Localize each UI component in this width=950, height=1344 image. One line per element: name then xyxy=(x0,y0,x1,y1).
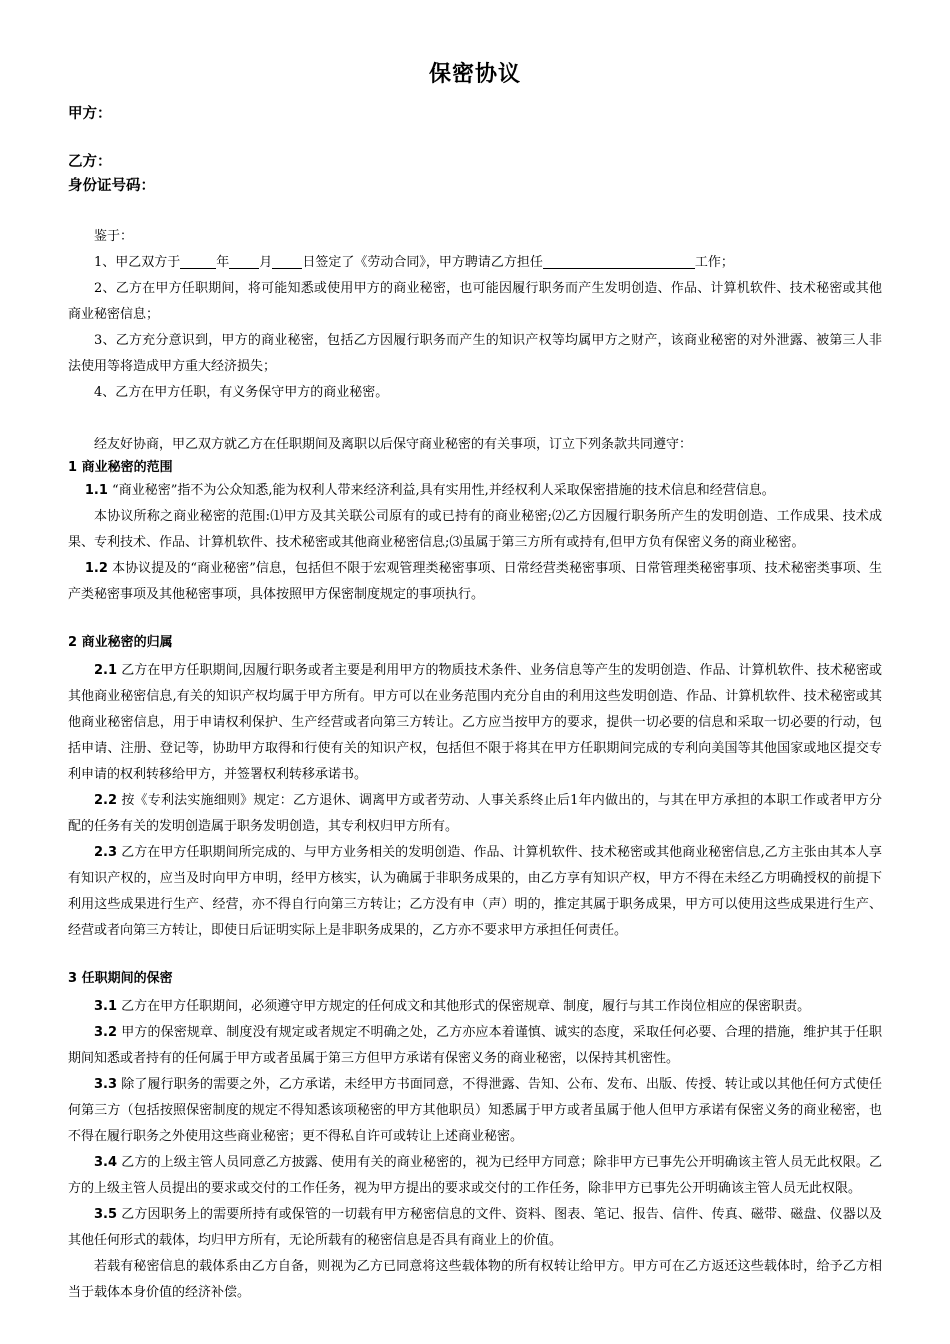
position-blank xyxy=(543,252,695,269)
clause-3-5-number: 3.5 xyxy=(94,1207,118,1222)
section-1-heading: 1 商业秘密的范围 xyxy=(68,460,173,475)
clause-1-2-number: 1.2 xyxy=(84,561,108,576)
clause-3-4-number: 3.4 xyxy=(94,1155,118,1170)
whereas-heading: 鉴于： xyxy=(94,229,134,244)
whereas-item-3: 3、乙方充分意识到，甲方的商业秘密，包括乙方因履行职务而产生的知识产权等均属甲方之财产，该商业秘密的对外泄露、被第三人非法使用等将造成甲方重大经济损失； xyxy=(68,333,882,374)
intro-paragraph: 经友好协商，甲乙双方就乙方在任职期间及离职以后保守商业秘密的有关事项，订立下列条款共同遵守： xyxy=(94,437,693,452)
clause-3-3: 3.3 除了履行职务的需要之外，乙方承诺，未经甲方书面同意，不得泄露、告知、公布、发布、出版、传授、转让或以其他任何方式使任何第三方（包括按照保密制度的规定不得知悉该项秘密的甲方其他职员）知悉属于甲方或者虽属于他人但甲方承诺有保密义务的商业秘密，也不得在履行职务之外使用这些商业秘密；更不得私自许可或转让上述商业秘密。 xyxy=(68,1077,882,1144)
clause-1-1-scope: 本协议所称之商业秘密的范围:⑴甲方及其关联公司原有的或已持有的商业秘密;⑵乙方因履行职务所产生的发明创造、工作成果、技术成果、专利技术、作品、计算机软件、技术秘密或其他商业秘密信息;⑶虽属于第三方所有或持有,但甲方负有保密义务的商业秘密。 xyxy=(68,509,882,550)
clause-2-1: 2.1 乙方在甲方任职期间,因履行职务或者主要是利用甲方的物质技术条件、业务信息等产生的发明创造、作品、计算机软件、技术秘密或其他商业秘密信息,有关的知识产权均属于甲方所有。甲方可以在业务范围内充分自由的利用这些发明创造、作品、计算机软件、技术秘密或其他商业秘密信息，用于申请权利保护、生产经营或者向第三方转让。乙方应当按甲方的要求，提供一切必要的信息和采取一切必要的行动，包括申请、注册、登记等，协助甲方取得和行使有关的知识产权，包括但不限于将其在甲方任职期间完成的专利向美国等其他国家或地区提交专利申请的权利转移给甲方，并签署权利转移承诺书。 xyxy=(68,663,882,782)
section-3-heading: 3 任职期间的保密 xyxy=(68,971,173,986)
month-blank xyxy=(229,252,259,269)
document-body xyxy=(68,224,882,1306)
whereas-item-4: 4、乙方在甲方任职，有义务保守甲方的商业秘密。 xyxy=(94,385,389,400)
clause-3-1: 3.1 乙方在甲方任职期间，必须遵守甲方规定的任何成文和其他形式的保密规章、制度，履行与其工作岗位相应的保密职责。 xyxy=(94,999,811,1014)
clause-2-2: 2.2 按《专利法实施细则》规定：乙方退休、调离甲方或者劳动、人事关系终止后1年内做出的，与其在甲方承担的本职工作或者甲方分配的任务有关的发明创造属于职务发明创造，其专利权归甲方所有。 xyxy=(68,793,882,834)
clause-2-1-number: 2.1 xyxy=(94,663,118,678)
clause-3-2-number: 3.2 xyxy=(94,1025,118,1040)
clause-2-2-number: 2.2 xyxy=(94,793,118,808)
whereas-item-2: 2、乙方在甲方任职期间，将可能知悉或使用甲方的商业秘密，也可能因履行职务而产生发明创造、作品、计算机软件、技术秘密或其他商业秘密信息； xyxy=(68,281,882,322)
clause-3-5-carrier: 若载有秘密信息的载体系由乙方自备，则视为乙方已同意将这些载体物的所有权转让给甲方。甲方可在乙方返还这些载体时，给予乙方相当于载体本身价值的经济补偿。 xyxy=(68,1259,882,1300)
clause-2-3-number: 2.3 xyxy=(94,845,118,860)
clause-1-1-number: 1.1 xyxy=(84,483,108,498)
id-number-label: 身份证号码： xyxy=(68,178,155,194)
clause-3-1-number: 3.1 xyxy=(94,999,118,1014)
year-blank xyxy=(180,252,216,269)
day-blank xyxy=(272,252,302,269)
document-title: 保密协议 xyxy=(428,62,521,87)
clause-1-2: 1.2 本协议提及的“商业秘密”信息，包括但不限于宏观管理类秘密事项、日常经营类秘密事项、日常管理类秘密事项、技术秘密类事项、生产类秘密事项及其他秘密事项，具体按照甲方保密制度规定的事项执行。 xyxy=(68,561,882,602)
clause-3-5: 3.5 乙方因职务上的需要所持有或保管的一切载有甲方秘密信息的文件、资料、图表、笔记、报告、信件、传真、磁带、磁盘、仪器以及其他任何形式的载体，均归甲方所有，无论所载有的秘密信息是否具有商业上的价值。 xyxy=(68,1207,882,1248)
clause-3-2: 3.2 甲方的保密规章、制度没有规定或者规定不明确之处，乙方亦应本着谨慎、诚实的态度，采取任何必要、合理的措施，维护其于任职期间知悉或者持有的任何属于甲方或者虽属于第三方但甲方承诺有保密义务的商业秘密，以保持其机密性。 xyxy=(68,1025,882,1066)
party-a-label: 甲方： xyxy=(68,106,112,122)
clause-1-1: 1.1 “商业秘密”指不为公众知悉,能为权利人带来经济利益,具有实用性,并经权利人采取保密措施的技术信息和经营信息。 xyxy=(84,483,775,498)
clause-3-3-number: 3.3 xyxy=(94,1077,118,1092)
section-2-heading: 2 商业秘密的归属 xyxy=(68,635,173,650)
party-b-label: 乙方： xyxy=(68,154,112,170)
clause-2-3: 2.3 乙方在甲方任职期间所完成的、与甲方业务相关的发明创造、作品、计算机软件、技术秘密或其他商业秘密信息,乙方主张由其本人享有知识产权的，应当及时向甲方申明，经甲方核实，认为确属于非职务成果的，由乙方享有知识产权，甲方不得在未经乙方明确授权的前提下利用这些成果进行生产、经营，亦不得自行向第三方转让；乙方没有申（声）明的，推定其属于职务成果，甲方可以使用这些成果进行生产、经营或者向第三方转让，即使日后证明实际上是非职务成果的，乙方亦不要求甲方承担任何责任。 xyxy=(68,845,882,938)
clause-3-4: 3.4 乙方的上级主管人员同意乙方披露、使用有关的商业秘密的，视为已经甲方同意；除非甲方已事先公开明确该主管人员无此权限。乙方的上级主管人员提出的要求或交付的工作任务，视为甲方提出的要求或交付的工作任务，除非甲方已事先公开明确该主管人员无此权限。 xyxy=(68,1155,882,1196)
whereas-item-1: 1、甲乙双方于 年 月 日签定了《劳动合同》，甲方聘请乙方担任 工作； xyxy=(68,250,882,276)
